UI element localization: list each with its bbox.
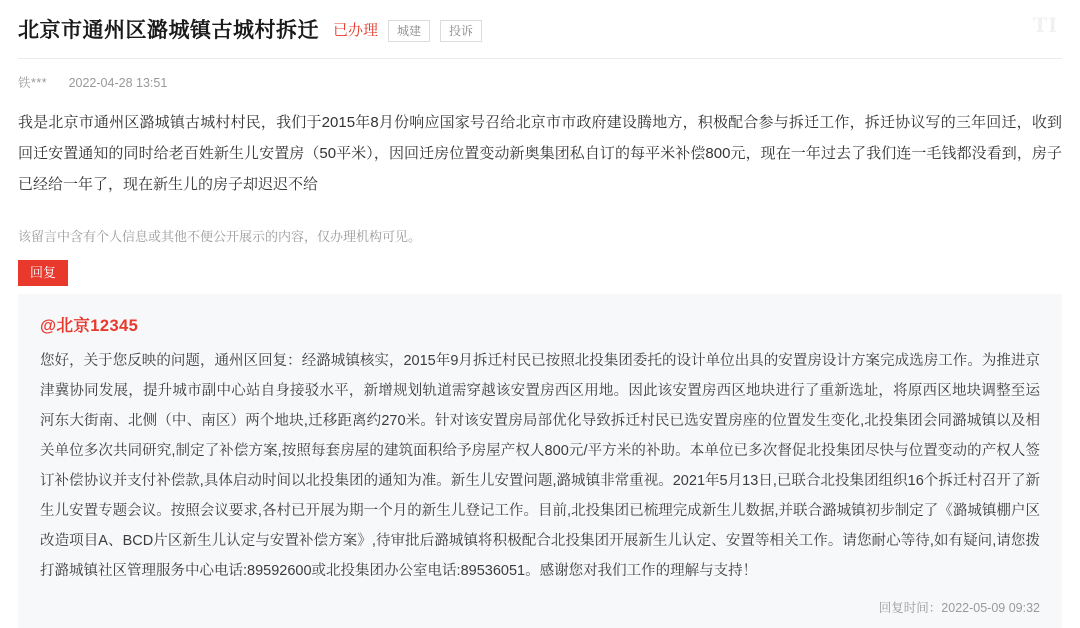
page-title: 北京市通州区潞城镇古城村拆迁 [18, 19, 319, 42]
reply-time-value: 2022-05-09 09:32 [941, 601, 1040, 615]
post-meta [18, 59, 1062, 97]
post-date: 2022-04-28 13:51 [68, 76, 168, 90]
reply-time-label: 回复时间： [878, 601, 942, 615]
reply-author: @北京12345 [40, 317, 139, 335]
status-badge: 已办理 [333, 22, 379, 39]
watermark-logo: TI [1032, 12, 1058, 37]
category-tag-city-construction[interactable]: 城建 [388, 20, 430, 42]
post-content: 我是北京市通州区潞城镇古城村村民，我们于2015年8月份响应国家号召给北京市市政府建设腾地方，积极配合参与拆迁工作，拆迁协议写的三年回迁，收到回迁安置通知的同时给老百姓新生儿安置房（50平米），因回迁房位置变动新奥集团私自订的每平米补偿800元，现在一年过去了我们连一毛钱都没看到，房子已经给一年了，现在新生儿的房子却迟迟不给 [18, 114, 1062, 193]
page-header [18, 0, 1062, 48]
post-author: 铁*** [18, 76, 48, 90]
category-tag-complaint[interactable]: 投诉 [440, 20, 482, 42]
reply-timestamp [40, 586, 1040, 616]
reply-button[interactable]: 回复 [18, 260, 68, 286]
official-reply-block [18, 294, 1062, 628]
reply-content: 您好，关于您反映的问题，通州区回复：经潞城镇核实，2015年9月拆迁村民已按照北投集团委托的设计单位出具的安置房设计方案完成选房工作。为推进京津冀协同发展，提升城市副中心站自身接驳水平，新增规划轨道需穿越该安置房西区用地。因此该安置房西区地块进行了重新选址，将原西区地块调整至运河东大街南、北侧（中、南区）两个地块,迁移距离约270米。针对该安置房局部优化导致拆迁村民已选安置房座的位置发生变化,北投集团会同潞城镇以及相关单位多次共同研究,制定了补偿方案,按照每套房屋的建筑面积给予房屋产权人800元/平方米的补助。本单位已多次督促北投集团尽快与位置变动的产权人签订补偿协议并支付补偿款,具体启动时间以北投集团的通知为准。新生儿安置问题,潞城镇非常重视。2021年5月13日,已联合北投集团组织16个拆迁村召开了新生儿安置专题会议。按照会议要求,各村已开展为期一个月的新生儿登记工作。目前,北投集团已梳理完成新生儿数据,并联合潞城镇初步制定了《潞城镇棚户区改造项目A、BCD片区新生儿认定与安置补偿方案》,待审批后潞城镇将积极配合北投集团开展新生儿认定、安置等相关工作。请您耐心等待,如有疑问,请您拨打潞城镇社区管理服务中心电话:89592600或北投集团办公室电话:89536051。感谢您对我们工作的理解与支持！ [40, 353, 1040, 579]
privacy-notice: 该留言中含有个人信息或其他不便公开展示的内容，仅办理机构可见。 [18, 229, 422, 244]
